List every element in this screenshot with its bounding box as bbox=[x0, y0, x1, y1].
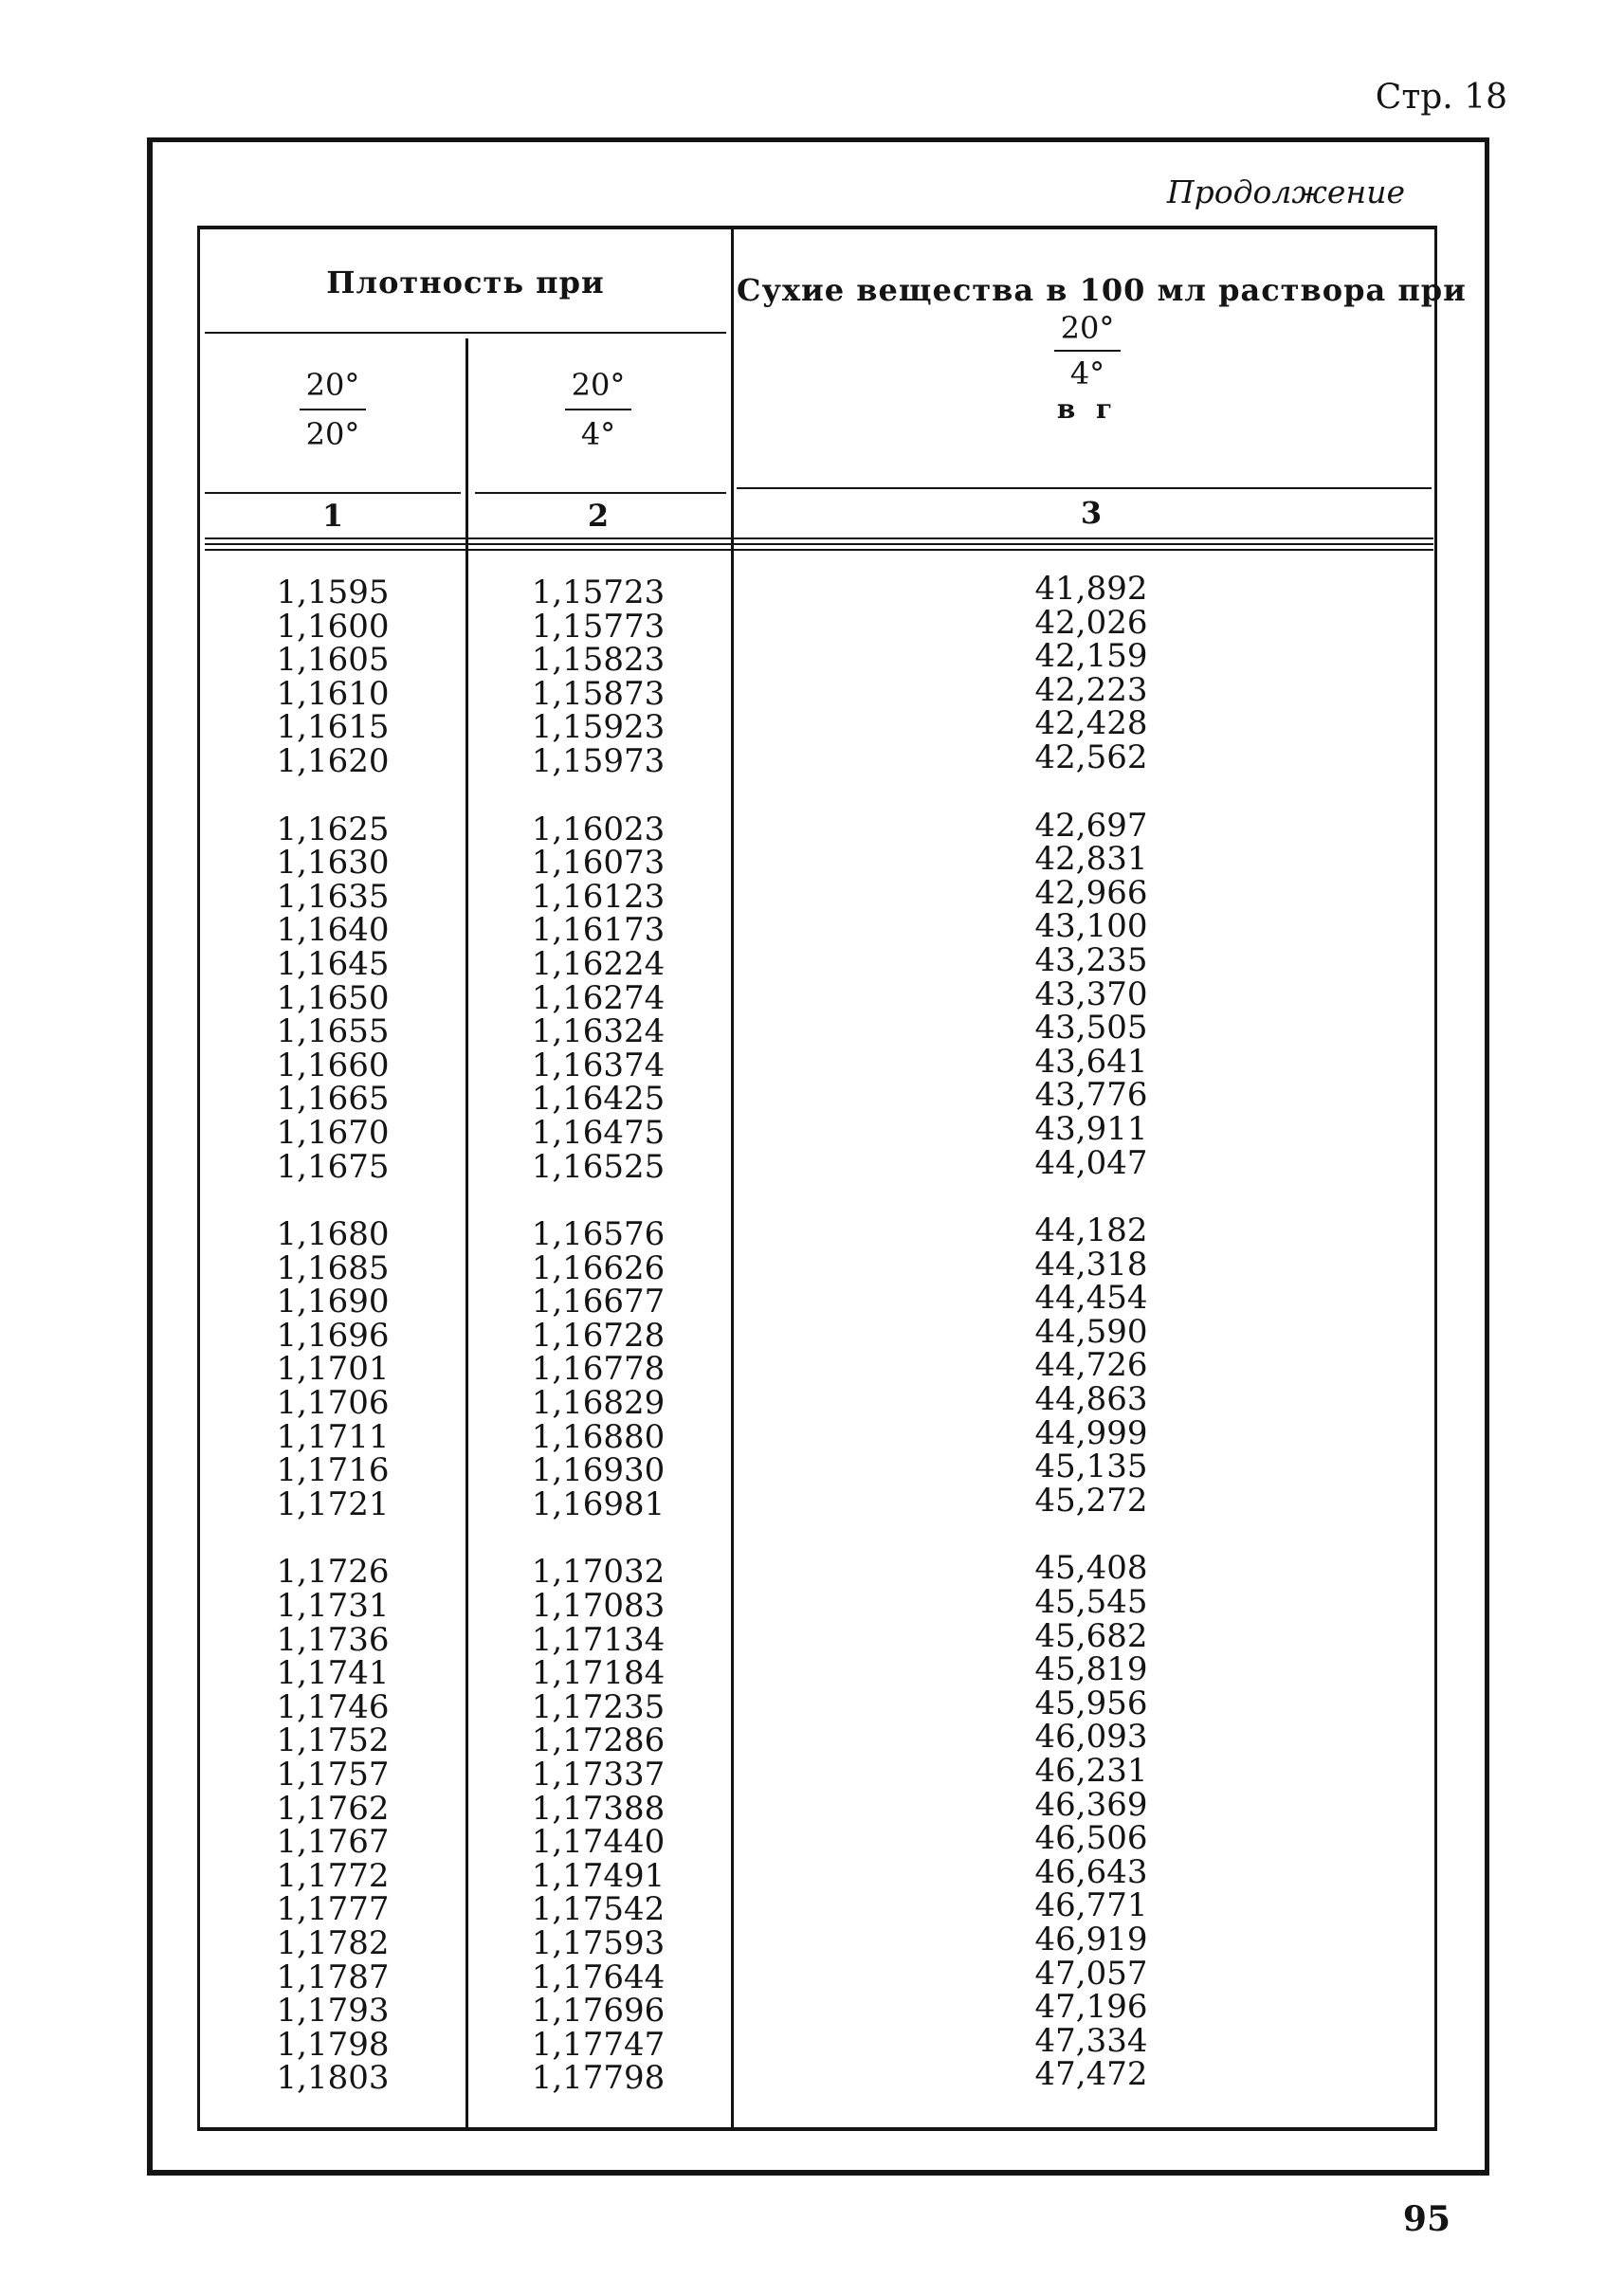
table-row: 1,15773 bbox=[531, 607, 666, 646]
table-row: 1,16224 bbox=[531, 944, 666, 983]
table-row: 45,819 bbox=[1034, 1650, 1148, 1689]
table-row: 1,1721 bbox=[276, 1484, 390, 1523]
page-number: 95 bbox=[1402, 2199, 1451, 2239]
page-label: Стр. 18 bbox=[1375, 78, 1507, 117]
table-row: 1,16324 bbox=[531, 1012, 666, 1051]
table-row: 1,17491 bbox=[531, 1856, 666, 1895]
table-row: 1,1716 bbox=[276, 1451, 390, 1490]
header-bottom-rule-right bbox=[737, 487, 1432, 489]
fraction-bar bbox=[300, 409, 366, 410]
table-row: 1,17593 bbox=[531, 1923, 666, 1962]
table-row: 1,16880 bbox=[531, 1417, 666, 1456]
group-2 bbox=[996, 806, 1186, 1182]
table-row: 44,318 bbox=[1034, 1245, 1148, 1284]
table-row: 1,1680 bbox=[276, 1215, 390, 1254]
table-row: 1,17798 bbox=[531, 2059, 666, 2098]
group-gap bbox=[238, 1521, 428, 1556]
table-row: 1,17286 bbox=[531, 1721, 666, 1760]
table-row: 1,1670 bbox=[276, 1113, 390, 1152]
table-row: 1,1605 bbox=[276, 641, 390, 680]
group-gap bbox=[996, 775, 1186, 810]
group-3 bbox=[238, 1215, 428, 1523]
table-row: 1,16425 bbox=[531, 1080, 666, 1119]
table-row: 1,1635 bbox=[276, 877, 390, 916]
group-4 bbox=[996, 1549, 1186, 2094]
col3-title: Сухие вещества в 100 мл раствора при bbox=[737, 272, 1467, 308]
table-row: 42,562 bbox=[1034, 738, 1148, 776]
table-row: 46,093 bbox=[1034, 1718, 1148, 1757]
table-row: 1,1595 bbox=[276, 574, 390, 611]
table-row: 42,697 bbox=[1034, 806, 1148, 845]
table-row: 1,1625 bbox=[276, 810, 390, 848]
table-row: 44,454 bbox=[1034, 1279, 1148, 1318]
table-row: 1,17235 bbox=[531, 1687, 666, 1726]
table-row: 1,1726 bbox=[276, 1553, 390, 1592]
col-number-2: 2 bbox=[587, 498, 610, 534]
table-row: 1,1615 bbox=[276, 708, 390, 747]
data-table bbox=[197, 226, 1467, 2131]
table-row: 1,1660 bbox=[276, 1046, 390, 1084]
table-row: 1,17440 bbox=[531, 1823, 666, 1862]
table-row: 1,1782 bbox=[276, 1923, 390, 1962]
table-row: 1,1655 bbox=[276, 1012, 390, 1051]
table-row: 1,1685 bbox=[276, 1248, 390, 1287]
table-row: 1,1640 bbox=[276, 911, 390, 950]
table-row: 43,911 bbox=[1034, 1109, 1148, 1148]
table-row: 1,1798 bbox=[276, 2025, 390, 2064]
table-row: 1,16829 bbox=[531, 1384, 666, 1423]
group-3 bbox=[494, 1215, 703, 1523]
density-subheader-rule bbox=[205, 332, 726, 334]
table-row: 44,863 bbox=[1034, 1380, 1148, 1419]
group-2 bbox=[238, 810, 428, 1186]
table-row: 1,1706 bbox=[276, 1384, 390, 1423]
colnum-rule-1 bbox=[205, 537, 1433, 539]
table-row: 1,16677 bbox=[531, 1283, 666, 1321]
table-row: 1,16173 bbox=[531, 911, 666, 950]
table-row: 1,1610 bbox=[276, 674, 390, 713]
col-number-1: 1 bbox=[321, 498, 344, 534]
divider-col1-col2 bbox=[465, 338, 468, 2130]
group-gap bbox=[494, 779, 703, 813]
colnum-rule-2 bbox=[205, 543, 1433, 545]
density-20-4-column bbox=[494, 576, 703, 2096]
table-row: 1,17388 bbox=[531, 1789, 666, 1828]
group-4 bbox=[494, 1553, 703, 2098]
table-row: 46,919 bbox=[1034, 1920, 1148, 1958]
group-1 bbox=[996, 570, 1186, 776]
col3-numerator: 20° bbox=[1060, 310, 1115, 346]
table-row: 1,17184 bbox=[531, 1654, 666, 1693]
table-row: 1,16930 bbox=[531, 1451, 666, 1490]
col2-numerator: 20° bbox=[571, 367, 626, 403]
table-row: 1,1731 bbox=[276, 1587, 390, 1626]
table-row: 41,892 bbox=[1034, 570, 1148, 608]
table-row: 1,1767 bbox=[276, 1823, 390, 1862]
table-row: 1,1630 bbox=[276, 844, 390, 883]
table-row: 43,776 bbox=[1034, 1076, 1148, 1115]
table-row: 1,16123 bbox=[531, 877, 666, 916]
table-row: 47,472 bbox=[1034, 2055, 1148, 2094]
group-gap bbox=[238, 779, 428, 813]
col1-numerator: 20° bbox=[305, 367, 360, 403]
table-row: 43,370 bbox=[1034, 974, 1148, 1013]
table-row: 45,682 bbox=[1034, 1616, 1148, 1655]
group-gap bbox=[494, 1521, 703, 1556]
group-gap bbox=[238, 1184, 428, 1218]
table-row: 45,135 bbox=[1034, 1448, 1148, 1486]
table-row: 1,1757 bbox=[276, 1756, 390, 1794]
table-row: 1,16626 bbox=[531, 1248, 666, 1287]
table-row: 43,100 bbox=[1034, 907, 1148, 946]
continuation-label: Продолжение bbox=[1166, 173, 1405, 210]
col3-header bbox=[737, 272, 1467, 425]
table-row: 1,1600 bbox=[276, 607, 390, 646]
group-gap bbox=[996, 1180, 1186, 1214]
table-row: 1,16023 bbox=[531, 810, 666, 848]
table-row: 1,1711 bbox=[276, 1417, 390, 1456]
table-row: 45,956 bbox=[1034, 1684, 1148, 1722]
table-row: 1,1645 bbox=[276, 944, 390, 983]
table-row: 1,16778 bbox=[531, 1350, 666, 1389]
table-row: 42,026 bbox=[1034, 603, 1148, 642]
table-row: 46,643 bbox=[1034, 1852, 1148, 1891]
table-row: 44,999 bbox=[1034, 1413, 1148, 1452]
table-row: 1,17083 bbox=[531, 1587, 666, 1626]
table-row: 1,16475 bbox=[531, 1113, 666, 1152]
table-row: 1,1772 bbox=[276, 1856, 390, 1895]
table-row: 47,334 bbox=[1034, 2021, 1148, 2060]
table-row: 1,17337 bbox=[531, 1756, 666, 1794]
table-row: 1,1762 bbox=[276, 1789, 390, 1828]
table-row: 1,1620 bbox=[276, 741, 390, 780]
table-row: 43,235 bbox=[1034, 940, 1148, 979]
table-row: 1,17696 bbox=[531, 1992, 666, 2031]
col-number-3: 3 bbox=[1080, 495, 1103, 531]
group-1 bbox=[238, 576, 428, 779]
table-row: 44,726 bbox=[1034, 1346, 1148, 1385]
group-gap bbox=[494, 1184, 703, 1218]
table-row: 1,16728 bbox=[531, 1316, 666, 1355]
table-row: 1,16274 bbox=[531, 978, 666, 1017]
col1-fraction bbox=[257, 367, 409, 452]
table-row: 1,17032 bbox=[531, 1553, 666, 1592]
table-row: 1,16073 bbox=[531, 844, 666, 883]
table-row: 45,408 bbox=[1034, 1549, 1148, 1588]
table-row: 1,1690 bbox=[276, 1283, 390, 1321]
table-row: 1,17134 bbox=[531, 1620, 666, 1659]
table-row: 1,1803 bbox=[276, 2059, 390, 2098]
table-row: 1,15723 bbox=[531, 574, 666, 611]
table-row: 1,1675 bbox=[276, 1147, 390, 1186]
table-row: 1,1793 bbox=[276, 1992, 390, 2031]
table-row: 1,1752 bbox=[276, 1721, 390, 1760]
table-row: 1,15823 bbox=[531, 641, 666, 680]
table-row: 46,771 bbox=[1034, 1886, 1148, 1925]
fraction-bar bbox=[565, 409, 631, 410]
table-row: 45,545 bbox=[1034, 1583, 1148, 1622]
table-row: 1,17644 bbox=[531, 1958, 666, 1996]
group-1 bbox=[494, 576, 703, 779]
header-bottom-rule-left bbox=[205, 492, 461, 494]
col2-denominator: 4° bbox=[580, 416, 616, 452]
table-row: 1,15873 bbox=[531, 674, 666, 713]
group-gap bbox=[996, 1518, 1186, 1552]
density-header: Плотность при bbox=[326, 264, 605, 301]
group-4 bbox=[238, 1553, 428, 2098]
table-row: 42,223 bbox=[1034, 670, 1148, 709]
table-row: 47,057 bbox=[1034, 1954, 1148, 1993]
col1-denominator: 20° bbox=[305, 416, 360, 452]
divider-col2-col3 bbox=[731, 229, 734, 2130]
table-row: 45,272 bbox=[1034, 1481, 1148, 1520]
table-row: 42,428 bbox=[1034, 704, 1148, 743]
header-bottom-rule-mid bbox=[475, 492, 726, 494]
table-row: 1,16981 bbox=[531, 1484, 666, 1523]
col3-fraction bbox=[737, 310, 1438, 392]
table-row: 46,369 bbox=[1034, 1785, 1148, 1824]
table-row: 1,1665 bbox=[276, 1080, 390, 1119]
table-row: 1,1701 bbox=[276, 1350, 390, 1389]
table-row: 43,641 bbox=[1034, 1042, 1148, 1081]
table-row: 1,16525 bbox=[531, 1147, 666, 1186]
table-row: 1,16576 bbox=[531, 1215, 666, 1254]
table-row: 43,505 bbox=[1034, 1009, 1148, 1047]
table-row: 1,17747 bbox=[531, 2025, 666, 2064]
table-row: 1,1650 bbox=[276, 978, 390, 1017]
table-row: 1,1787 bbox=[276, 1958, 390, 1996]
table-row: 44,590 bbox=[1034, 1312, 1148, 1351]
table-row: 42,831 bbox=[1034, 840, 1148, 879]
table-row: 1,15973 bbox=[531, 741, 666, 780]
fraction-bar bbox=[1054, 350, 1121, 352]
col2-fraction bbox=[522, 367, 674, 452]
density-20-20-column bbox=[238, 576, 428, 2096]
table-row: 1,17542 bbox=[531, 1890, 666, 1929]
table-row: 1,15923 bbox=[531, 708, 666, 747]
dry-substance-column bbox=[996, 570, 1186, 2094]
table-row: 42,159 bbox=[1034, 637, 1148, 676]
col3-unit: в г bbox=[1056, 393, 1119, 425]
table-row: 46,231 bbox=[1034, 1752, 1148, 1790]
group-3 bbox=[996, 1211, 1186, 1520]
table-row: 42,966 bbox=[1034, 873, 1148, 912]
table-row: 1,1746 bbox=[276, 1687, 390, 1726]
col3-denominator: 4° bbox=[1069, 355, 1105, 392]
table-row: 1,1777 bbox=[276, 1890, 390, 1929]
table-row: 44,047 bbox=[1034, 1143, 1148, 1182]
group-2 bbox=[494, 810, 703, 1186]
colnum-rule-3 bbox=[205, 549, 1433, 551]
table-row: 1,1696 bbox=[276, 1316, 390, 1355]
table-row: 46,506 bbox=[1034, 1819, 1148, 1858]
table-row: 47,196 bbox=[1034, 1988, 1148, 2027]
table-row: 44,182 bbox=[1034, 1211, 1148, 1250]
table-row: 1,1741 bbox=[276, 1654, 390, 1693]
table-row: 1,16374 bbox=[531, 1046, 666, 1084]
table-row: 1,1736 bbox=[276, 1620, 390, 1659]
